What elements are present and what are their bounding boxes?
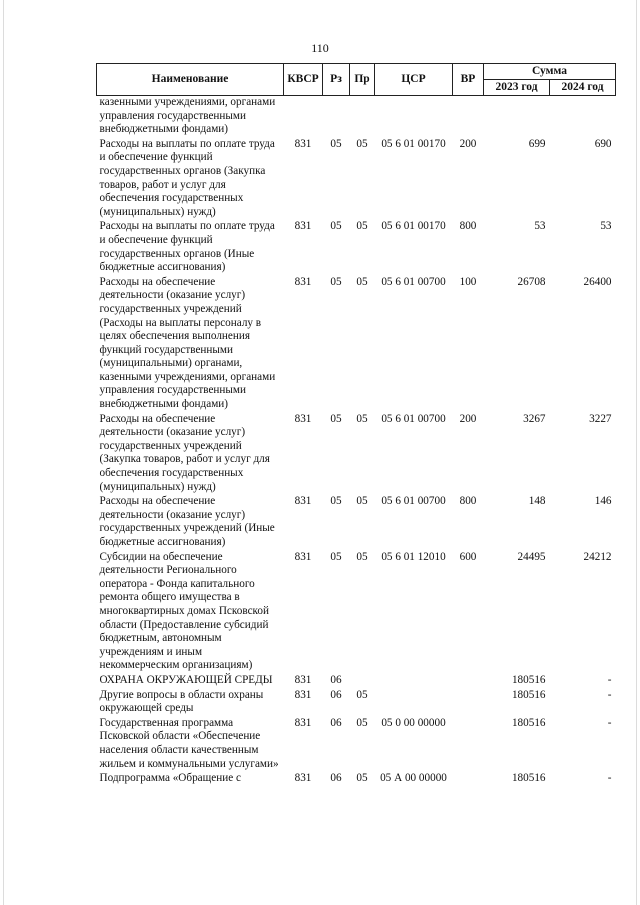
row-pr: 05 [356,275,368,288]
header-year-2023: 2023 год [484,80,550,96]
row-sum-2023: 699 [528,137,546,150]
row-name: Расходы на выплаты по оплате труда и обеспечение функций государственных органов (Закупка товаров, работ и услуг для обеспечения государственных (муниципальных) нужд) [99,137,275,218]
row-sum-2023: 24495 [517,550,546,563]
row-rz [323,96,350,138]
row-csr: 05 6 01 00700 [381,495,446,508]
row-csr: 05 6 01 00700 [381,412,446,425]
table-row [97,689,616,717]
row-sum-2024: - [607,673,612,686]
row-pr: 05 [356,688,368,701]
row-kvsr: 831 [294,495,312,508]
row-vr: 800 [459,220,477,233]
page-number: 110 [311,41,329,55]
table-header [97,64,616,96]
row-pr: 05 [356,412,368,425]
header-name: Наименование [97,64,284,96]
row-vr: 100 [459,275,477,288]
row-pr: 05 [356,137,368,150]
row-csr: 05 6 01 00170 [381,220,446,233]
row-sum-2024: 53 [600,220,612,233]
row-csr: 05 6 01 00700 [381,275,446,288]
row-sum-2024: 3227 [589,412,612,425]
row-rz: 05 [330,275,342,288]
row-sum-2023 [484,96,550,138]
row-rz: 05 [330,412,342,425]
table-row [97,551,616,674]
row-vr [453,772,484,787]
row-kvsr: 831 [294,220,312,233]
row-vr: 200 [459,137,477,150]
row-name: Государственная программа Псковской области «Обеспечение населения области качественным жильем и коммунальными услугами» [99,716,279,770]
table-row [97,772,616,787]
row-kvsr: 831 [294,716,312,729]
row-vr: 200 [459,412,477,425]
row-sum-2023: 180516 [511,673,546,686]
table-row [97,495,616,550]
row-kvsr: 831 [294,772,312,785]
row-kvsr: 831 [294,688,312,701]
row-sum-2023: 148 [528,495,546,508]
row-sum-2024: 26400 [583,275,612,288]
scan-edge-right [636,0,637,905]
row-pr [350,96,375,138]
row-name: ОХРАНА ОКРУЖАЮЩЕЙ СРЕДЫ [99,673,273,686]
row-rz: 05 [330,550,342,563]
row-csr: 05 6 01 00170 [381,137,446,150]
header-csr: ЦСР [375,64,453,96]
row-sum-2023: 180516 [511,688,546,701]
row-kvsr: 831 [294,137,312,150]
row-name: Субсидии на обеспечение деятельности Регионального оператора - Фонда капитального ремонта общего имущества в многоквартирных домах Псковской области (Предоставление субсидий бюджетным, автономным учреждениям и иным некоммерческим организациям) [99,550,269,672]
row-sum-2024: 24212 [583,550,612,563]
table-row [97,220,616,275]
row-sum-2024 [550,96,616,138]
row-rz: 06 [330,688,342,701]
header-rz: Рз [323,64,350,96]
table-row [97,413,616,496]
row-sum-2023: 53 [534,220,546,233]
row-name: Расходы на обеспечение деятельности (оказание услуг) государственных учреждений (Иные бюджетные ассигнования) [99,495,275,548]
row-sum-2024: 690 [594,137,612,150]
row-name: казенными учреждениями, органами управления государственными внебюджетными фондами) [99,96,276,136]
row-pr: 05 [356,550,368,563]
row-rz: 05 [330,220,342,233]
row-kvsr: 831 [294,673,312,686]
row-name: Расходы на обеспечение деятельности (оказание услуг) государственных учреждений (Закупка товаров, работ и услуг для обеспечения государственных (муниципальных) нужд) [99,412,270,493]
scan-edge-left [3,0,4,905]
row-kvsr: 831 [294,275,312,288]
row-sum-2024: 146 [594,495,612,508]
table-row [97,276,616,413]
table-row [97,717,616,772]
header-pr: Пр [350,64,375,96]
row-kvsr: 831 [294,550,312,563]
row-rz: 05 [330,137,342,150]
row-pr: 05 [356,495,368,508]
row-pr [350,674,375,689]
row-rz: 06 [330,716,342,729]
row-csr: 05 А 00 00000 [380,772,447,785]
row-vr [453,96,484,138]
row-vr [453,689,484,717]
row-vr [453,674,484,689]
table-body [97,96,616,787]
table-row [97,138,616,221]
row-rz: 06 [330,673,342,686]
row-sum-2023: 180516 [511,772,546,785]
row-vr: 800 [459,495,477,508]
row-pr: 05 [356,220,368,233]
row-name: Расходы на выплаты по оплате труда и обеспечение функций государственных органов (Иные бюджетные ассигнования) [99,220,275,274]
header-sum: Сумма [484,64,616,80]
row-pr: 05 [356,716,368,729]
row-csr [375,674,453,689]
table-row [97,96,616,138]
row-sum-2023: 26708 [517,275,546,288]
row-vr: 600 [459,550,477,563]
row-sum-2024: - [607,772,612,785]
row-name: Другие вопросы в области охраны окружающей среды [99,688,264,715]
row-name: Подпрограмма «Обращение с [99,772,241,785]
header-kvsr: КВСР [284,64,323,96]
table-row [97,674,616,689]
row-kvsr: 831 [294,412,312,425]
row-kvsr [284,96,323,138]
row-name: Расходы на обеспечение деятельности (оказание услуг) государственных учреждений (Расходы на выплаты персоналу в целях обеспечения выполнения функций государственными (муниципальными) органами, казенными учреждениями, органами управления государственными внебюджетными фондами) [99,275,276,411]
row-pr: 05 [356,772,368,785]
row-csr: 05 0 00 00000 [381,716,446,729]
row-sum-2023: 3267 [523,412,546,425]
row-sum-2023: 180516 [511,716,546,729]
header-year-2024: 2024 год [550,80,616,96]
row-sum-2024: - [607,716,612,729]
row-vr [453,717,484,772]
budget-table [96,63,616,787]
header-vr: ВР [453,64,484,96]
row-csr [375,689,453,717]
row-rz: 05 [330,495,342,508]
row-rz: 06 [330,772,342,785]
row-csr: 05 6 01 12010 [381,550,446,563]
row-csr [375,96,453,138]
row-sum-2024: - [607,688,612,701]
